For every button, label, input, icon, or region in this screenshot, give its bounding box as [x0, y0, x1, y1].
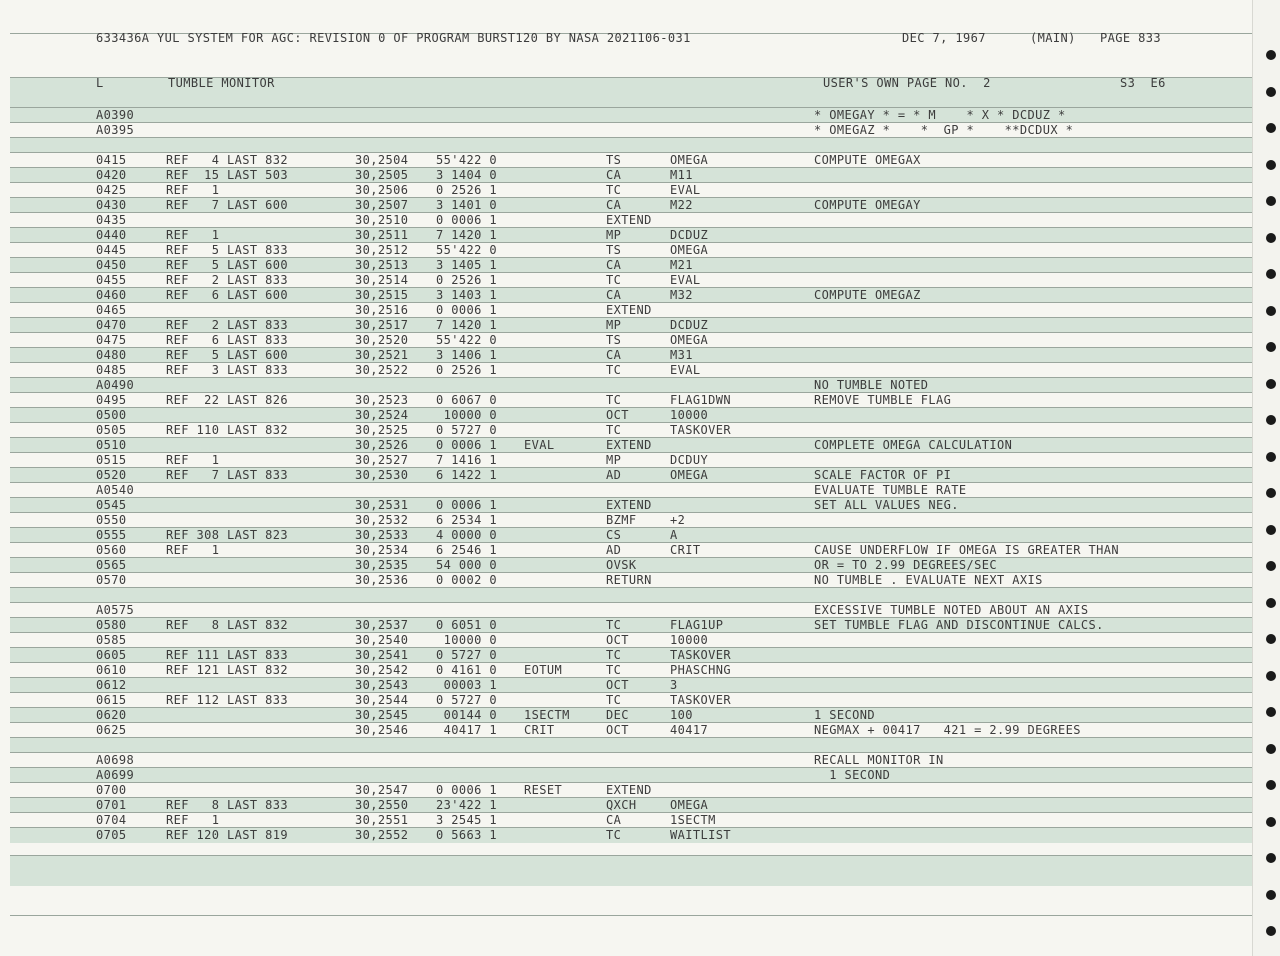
line-number: A0540: [96, 483, 135, 497]
opcode: TC: [606, 828, 622, 842]
address: 30,2526: [355, 438, 409, 452]
operand: 3: [670, 678, 678, 692]
ref-info: REF 8 LAST 832: [166, 618, 288, 632]
address: 30,2524: [355, 408, 409, 422]
opcode: MP: [606, 453, 622, 467]
opcode: TC: [606, 393, 622, 407]
address: 30,2542: [355, 663, 409, 677]
address: 30,2533: [355, 528, 409, 542]
line-number: 0455: [96, 273, 127, 287]
object-word: 3 2545 1: [436, 813, 497, 827]
feed-hole: [1266, 525, 1276, 535]
line-number: 0700: [96, 783, 127, 797]
operand: OMEGA: [670, 153, 709, 167]
feed-hole: [1266, 744, 1276, 754]
comment: NEGMAX + 00417 421 = 2.99 DEGREES: [814, 723, 1081, 737]
object-word: 54 000 0: [436, 558, 497, 572]
line-number: 0615: [96, 693, 127, 707]
feed-hole: [1266, 671, 1276, 681]
feed-hole: [1266, 780, 1276, 790]
object-word: 0 2526 1: [436, 183, 497, 197]
object-word: 4 0000 0: [436, 528, 497, 542]
address: 30,2552: [355, 828, 409, 842]
ref-info: REF 6 LAST 600: [166, 288, 288, 302]
ref-info: REF 111 LAST 833: [166, 648, 288, 662]
address: 30,2536: [355, 573, 409, 587]
operand: DCDUZ: [670, 318, 709, 332]
line-number: 0450: [96, 258, 127, 272]
address: 30,2517: [355, 318, 409, 332]
opcode: OCT: [606, 408, 629, 422]
comment: * OMEGAZ * * GP * **DCDUX *: [814, 123, 1074, 137]
line-number: 0515: [96, 453, 127, 467]
address: 30,2525: [355, 423, 409, 437]
opcode: TC: [606, 183, 622, 197]
ref-info: REF 1: [166, 543, 220, 557]
operand: OMEGA: [670, 333, 709, 347]
line-number: 0550: [96, 513, 127, 527]
address: 30,2534: [355, 543, 409, 557]
label: EVAL: [524, 438, 555, 452]
line-number: 0605: [96, 648, 127, 662]
opcode: TS: [606, 153, 622, 167]
ref-info: REF 120 LAST 819: [166, 828, 288, 842]
feed-hole: [1266, 415, 1276, 425]
line-number: 0555: [96, 528, 127, 542]
opcode: MP: [606, 228, 622, 242]
operand: 1SECTM: [670, 813, 716, 827]
ref-info: REF 1: [166, 813, 220, 827]
listing-row: [10, 737, 1252, 753]
line-number: 0610: [96, 663, 127, 677]
ref-info: REF 6 LAST 833: [166, 333, 288, 347]
object-word: 7 1420 1: [436, 318, 497, 332]
header-page: PAGE 833: [1100, 31, 1161, 45]
line-number: A0699: [96, 768, 135, 782]
address: 30,2505: [355, 168, 409, 182]
ref-info: REF 2 LAST 833: [166, 273, 288, 287]
comment: COMPUTE OMEGAZ: [814, 288, 921, 302]
line-number: 0440: [96, 228, 127, 242]
opcode: AD: [606, 543, 622, 557]
line-number: 0505: [96, 423, 127, 437]
feed-hole: [1266, 379, 1276, 389]
address: 30,2537: [355, 618, 409, 632]
line-number: 0510: [96, 438, 127, 452]
address: 30,2530: [355, 468, 409, 482]
feed-hole: [1266, 853, 1276, 863]
object-word: 23'422 1: [436, 798, 497, 812]
line-number: 0560: [96, 543, 127, 557]
opcode: TC: [606, 423, 622, 437]
ref-info: REF 7 LAST 600: [166, 198, 288, 212]
address: 30,2523: [355, 393, 409, 407]
line-number: A0395: [96, 123, 135, 137]
object-word: 0 0006 1: [436, 438, 497, 452]
object-word: 0 0006 1: [436, 303, 497, 317]
comment: SET ALL VALUES NEG.: [814, 498, 959, 512]
line-number: 0460: [96, 288, 127, 302]
operand: OMEGA: [670, 243, 709, 257]
opcode: EXTEND: [606, 213, 652, 227]
listing-row: [10, 107, 1252, 123]
opcode: CA: [606, 258, 622, 272]
address: 30,2513: [355, 258, 409, 272]
address: 30,2504: [355, 153, 409, 167]
object-word: 10000 0: [436, 408, 497, 422]
address: 30,2550: [355, 798, 409, 812]
object-word: 55'422 0: [436, 243, 497, 257]
object-word: 0 4161 0: [436, 663, 497, 677]
ref-info: REF 15 LAST 503: [166, 168, 288, 182]
line-number: A0490: [96, 378, 135, 392]
operand: WAITLIST: [670, 828, 731, 842]
ref-info: REF 22 LAST 826: [166, 393, 288, 407]
address: 30,2511: [355, 228, 409, 242]
comment: SET TUMBLE FLAG AND DISCONTINUE CALCS.: [814, 618, 1104, 632]
opcode: RETURN: [606, 573, 652, 587]
feed-hole: [1266, 598, 1276, 608]
operand: 100: [670, 708, 693, 722]
opcode: TC: [606, 363, 622, 377]
line-number: 0495: [96, 393, 127, 407]
opcode: MP: [606, 318, 622, 332]
opcode: CA: [606, 288, 622, 302]
object-word: 55'422 0: [436, 153, 497, 167]
opcode: QXCH: [606, 798, 637, 812]
ref-info: REF 1: [166, 453, 220, 467]
comment: COMPLETE OMEGA CALCULATION: [814, 438, 1013, 452]
feed-hole: [1266, 817, 1276, 827]
ref-info: REF 5 LAST 600: [166, 258, 288, 272]
ref-info: REF 1: [166, 183, 220, 197]
address: 30,2545: [355, 708, 409, 722]
operand: TASKOVER: [670, 423, 731, 437]
opcode: BZMF: [606, 513, 637, 527]
object-word: 0 5727 0: [436, 648, 497, 662]
operand: FLAG1UP: [670, 618, 724, 632]
comment: OR = TO 2.99 DEGREES/SEC: [814, 558, 997, 572]
operand: M21: [670, 258, 693, 272]
opcode: TC: [606, 693, 622, 707]
line-number: A0390: [96, 108, 135, 122]
listing-row: [10, 677, 1252, 693]
operand: M11: [670, 168, 693, 182]
operand: A: [670, 528, 678, 542]
line-number: 0485: [96, 363, 127, 377]
operand: DCDUZ: [670, 228, 709, 242]
line-number: 0625: [96, 723, 127, 737]
address: 30,2535: [355, 558, 409, 572]
operand: 40417: [670, 723, 709, 737]
address: 30,2541: [355, 648, 409, 662]
line-number: 0565: [96, 558, 127, 572]
object-word: 3 1405 1: [436, 258, 497, 272]
object-word: 10000 0: [436, 633, 497, 647]
comment: COMPUTE OMEGAX: [814, 153, 921, 167]
line-number: 0701: [96, 798, 127, 812]
label: EOTUM: [524, 663, 563, 677]
address: 30,2512: [355, 243, 409, 257]
opcode: TC: [606, 648, 622, 662]
line-number: 0470: [96, 318, 127, 332]
object-word: 0 2526 1: [436, 363, 497, 377]
ref-info: REF 4 LAST 832: [166, 153, 288, 167]
line-number: 0500: [96, 408, 127, 422]
line-number: 0704: [96, 813, 127, 827]
feed-hole: [1266, 269, 1276, 279]
opcode: EXTEND: [606, 438, 652, 452]
object-word: 0 0006 1: [436, 213, 497, 227]
opcode: CS: [606, 528, 622, 542]
feed-hole: [1266, 488, 1276, 498]
comment: 1 SECOND: [814, 768, 891, 782]
object-word: 0 5727 0: [436, 693, 497, 707]
feed-hole: [1266, 160, 1276, 170]
opcode: CA: [606, 198, 622, 212]
address: 30,2540: [355, 633, 409, 647]
feed-hole: [1266, 233, 1276, 243]
line-number: 0415: [96, 153, 127, 167]
address: 30,2520: [355, 333, 409, 347]
operand: CRIT: [670, 543, 701, 557]
object-word: 3 1404 0: [436, 168, 497, 182]
line-number: 0475: [96, 333, 127, 347]
operand: EVAL: [670, 183, 701, 197]
comment: CAUSE UNDERFLOW IF OMEGA IS GREATER THAN: [814, 543, 1119, 557]
address: 30,2516: [355, 303, 409, 317]
feed-hole: [1266, 123, 1276, 133]
address: 30,2515: [355, 288, 409, 302]
log-mark: L: [96, 76, 104, 90]
object-word: 0 6051 0: [436, 618, 497, 632]
label: 1SECTM: [524, 708, 570, 722]
object-word: 6 1422 1: [436, 468, 497, 482]
operand: M32: [670, 288, 693, 302]
line-number: 0570: [96, 573, 127, 587]
ref-info: REF 2 LAST 833: [166, 318, 288, 332]
comment: REMOVE TUMBLE FLAG: [814, 393, 952, 407]
comment: COMPUTE OMEGAY: [814, 198, 921, 212]
line-number: A0575: [96, 603, 135, 617]
address: 30,2522: [355, 363, 409, 377]
object-word: 00144 0: [436, 708, 497, 722]
object-word: 0 0002 0: [436, 573, 497, 587]
object-word: 6 2546 1: [436, 543, 497, 557]
address: 30,2543: [355, 678, 409, 692]
line-number: 0430: [96, 198, 127, 212]
address: 30,2551: [355, 813, 409, 827]
operand: M22: [670, 198, 693, 212]
line-number: 0520: [96, 468, 127, 482]
opcode: CA: [606, 168, 622, 182]
object-word: 6 2534 1: [436, 513, 497, 527]
ref-info: REF 5 LAST 833: [166, 243, 288, 257]
operand: PHASCHNG: [670, 663, 731, 677]
object-word: 0 2526 1: [436, 273, 497, 287]
address: 30,2532: [355, 513, 409, 527]
object-word: 0 5727 0: [436, 423, 497, 437]
line-number: 0705: [96, 828, 127, 842]
object-word: 0 6067 0: [436, 393, 497, 407]
operand: +2: [670, 513, 686, 527]
header-date: DEC 7, 1967: [902, 31, 986, 45]
opcode: EXTEND: [606, 303, 652, 317]
address: 30,2544: [355, 693, 409, 707]
address: 30,2506: [355, 183, 409, 197]
line-number: 0580: [96, 618, 127, 632]
object-word: 00003 1: [436, 678, 497, 692]
comment: EVALUATE TUMBLE RATE: [814, 483, 967, 497]
line-number: 0425: [96, 183, 127, 197]
feed-hole: [1266, 634, 1276, 644]
line-number: 0465: [96, 303, 127, 317]
label: RESET: [524, 783, 563, 797]
address: 30,2527: [355, 453, 409, 467]
comment: SCALE FACTOR OF PI: [814, 468, 952, 482]
log-title: TUMBLE MONITOR: [168, 76, 275, 90]
comment: 1 SECOND: [814, 708, 875, 722]
operand: EVAL: [670, 273, 701, 287]
address: 30,2514: [355, 273, 409, 287]
page-code: S3 E6: [1120, 76, 1166, 90]
operand: 10000: [670, 408, 709, 422]
address: 30,2507: [355, 198, 409, 212]
line-number: A0698: [96, 753, 135, 767]
operand: 10000: [670, 633, 709, 647]
listing-row: [10, 137, 1252, 153]
feed-hole: [1266, 707, 1276, 717]
operand: FLAG1DWN: [670, 393, 731, 407]
ref-info: REF 110 LAST 832: [166, 423, 288, 437]
ref-info: REF 121 LAST 832: [166, 663, 288, 677]
line-number: 0545: [96, 498, 127, 512]
opcode: DEC: [606, 708, 629, 722]
comment: RECALL MONITOR IN: [814, 753, 944, 767]
ref-info: REF 308 LAST 823: [166, 528, 288, 542]
address: 30,2510: [355, 213, 409, 227]
line-number: 0435: [96, 213, 127, 227]
operand: EVAL: [670, 363, 701, 377]
address: 30,2547: [355, 783, 409, 797]
object-word: 40417 1: [436, 723, 497, 737]
opcode: TC: [606, 663, 622, 677]
opcode: TS: [606, 243, 622, 257]
object-word: 0 0006 1: [436, 783, 497, 797]
listing-row: [10, 752, 1252, 768]
ref-info: REF 112 LAST 833: [166, 693, 288, 707]
object-word: 7 1416 1: [436, 453, 497, 467]
feed-hole: [1266, 452, 1276, 462]
operand: TASKOVER: [670, 648, 731, 662]
ref-info: REF 8 LAST 833: [166, 798, 288, 812]
listing-row: [10, 482, 1252, 498]
address: 30,2521: [355, 348, 409, 362]
opcode: AD: [606, 468, 622, 482]
opcode: EXTEND: [606, 783, 652, 797]
comment: NO TUMBLE . EVALUATE NEXT AXIS: [814, 573, 1043, 587]
comment: NO TUMBLE NOTED: [814, 378, 929, 392]
line-number: 0480: [96, 348, 127, 362]
operand: TASKOVER: [670, 693, 731, 707]
bottom-band: [10, 855, 1252, 886]
ref-info: REF 5 LAST 600: [166, 348, 288, 362]
opcode: EXTEND: [606, 498, 652, 512]
object-word: 55'422 0: [436, 333, 497, 347]
users-page-label: USER'S OWN PAGE NO. 2: [823, 76, 991, 90]
operand: OMEGA: [670, 798, 709, 812]
object-word: 3 1401 0: [436, 198, 497, 212]
address: 30,2531: [355, 498, 409, 512]
opcode: TS: [606, 333, 622, 347]
listing-row: [10, 407, 1252, 423]
line-number: 0445: [96, 243, 127, 257]
feed-hole: [1266, 561, 1276, 571]
opcode: OCT: [606, 678, 629, 692]
feed-hole: [1266, 196, 1276, 206]
address: 30,2546: [355, 723, 409, 737]
feed-hole: [1266, 926, 1276, 936]
listing-row: [10, 767, 1252, 783]
object-word: 0 5663 1: [436, 828, 497, 842]
operand: M31: [670, 348, 693, 362]
opcode: CA: [606, 348, 622, 362]
opcode: OCT: [606, 723, 629, 737]
line-number: 0420: [96, 168, 127, 182]
bottom-rule: [10, 915, 1252, 916]
line-number: 0585: [96, 633, 127, 647]
line-number: 0620: [96, 708, 127, 722]
line-number: 0612: [96, 678, 127, 692]
operand: DCDUY: [670, 453, 709, 467]
object-word: 3 1403 1: [436, 288, 497, 302]
opcode: OVSK: [606, 558, 637, 572]
opcode: TC: [606, 618, 622, 632]
feed-hole: [1266, 306, 1276, 316]
operand: OMEGA: [670, 468, 709, 482]
object-word: 0 0006 1: [436, 498, 497, 512]
header-title: 633436A YUL SYSTEM FOR AGC: REVISION 0 OF PROGRAM BURST120 BY NASA 2021106-031: [96, 31, 691, 45]
listing-row: [10, 377, 1252, 393]
listing-row: [10, 632, 1252, 648]
comment: EXCESSIVE TUMBLE NOTED ABOUT AN AXIS: [814, 603, 1089, 617]
opcode: CA: [606, 813, 622, 827]
opcode: TC: [606, 273, 622, 287]
object-word: 7 1420 1: [436, 228, 497, 242]
ref-info: REF 1: [166, 228, 220, 242]
header-section: (MAIN): [1030, 31, 1076, 45]
feed-hole: [1266, 890, 1276, 900]
ref-info: REF 3 LAST 833: [166, 363, 288, 377]
ref-info: REF 7 LAST 833: [166, 468, 288, 482]
comment: * OMEGAY * = * M * X * DCDUZ *: [814, 108, 1066, 122]
opcode: OCT: [606, 633, 629, 647]
feed-hole: [1266, 342, 1276, 352]
feed-hole: [1266, 87, 1276, 97]
object-word: 3 1406 1: [436, 348, 497, 362]
listing-row: [10, 587, 1252, 603]
label: CRIT: [524, 723, 555, 737]
listing-row: [10, 707, 1252, 723]
feed-hole: [1266, 50, 1276, 60]
